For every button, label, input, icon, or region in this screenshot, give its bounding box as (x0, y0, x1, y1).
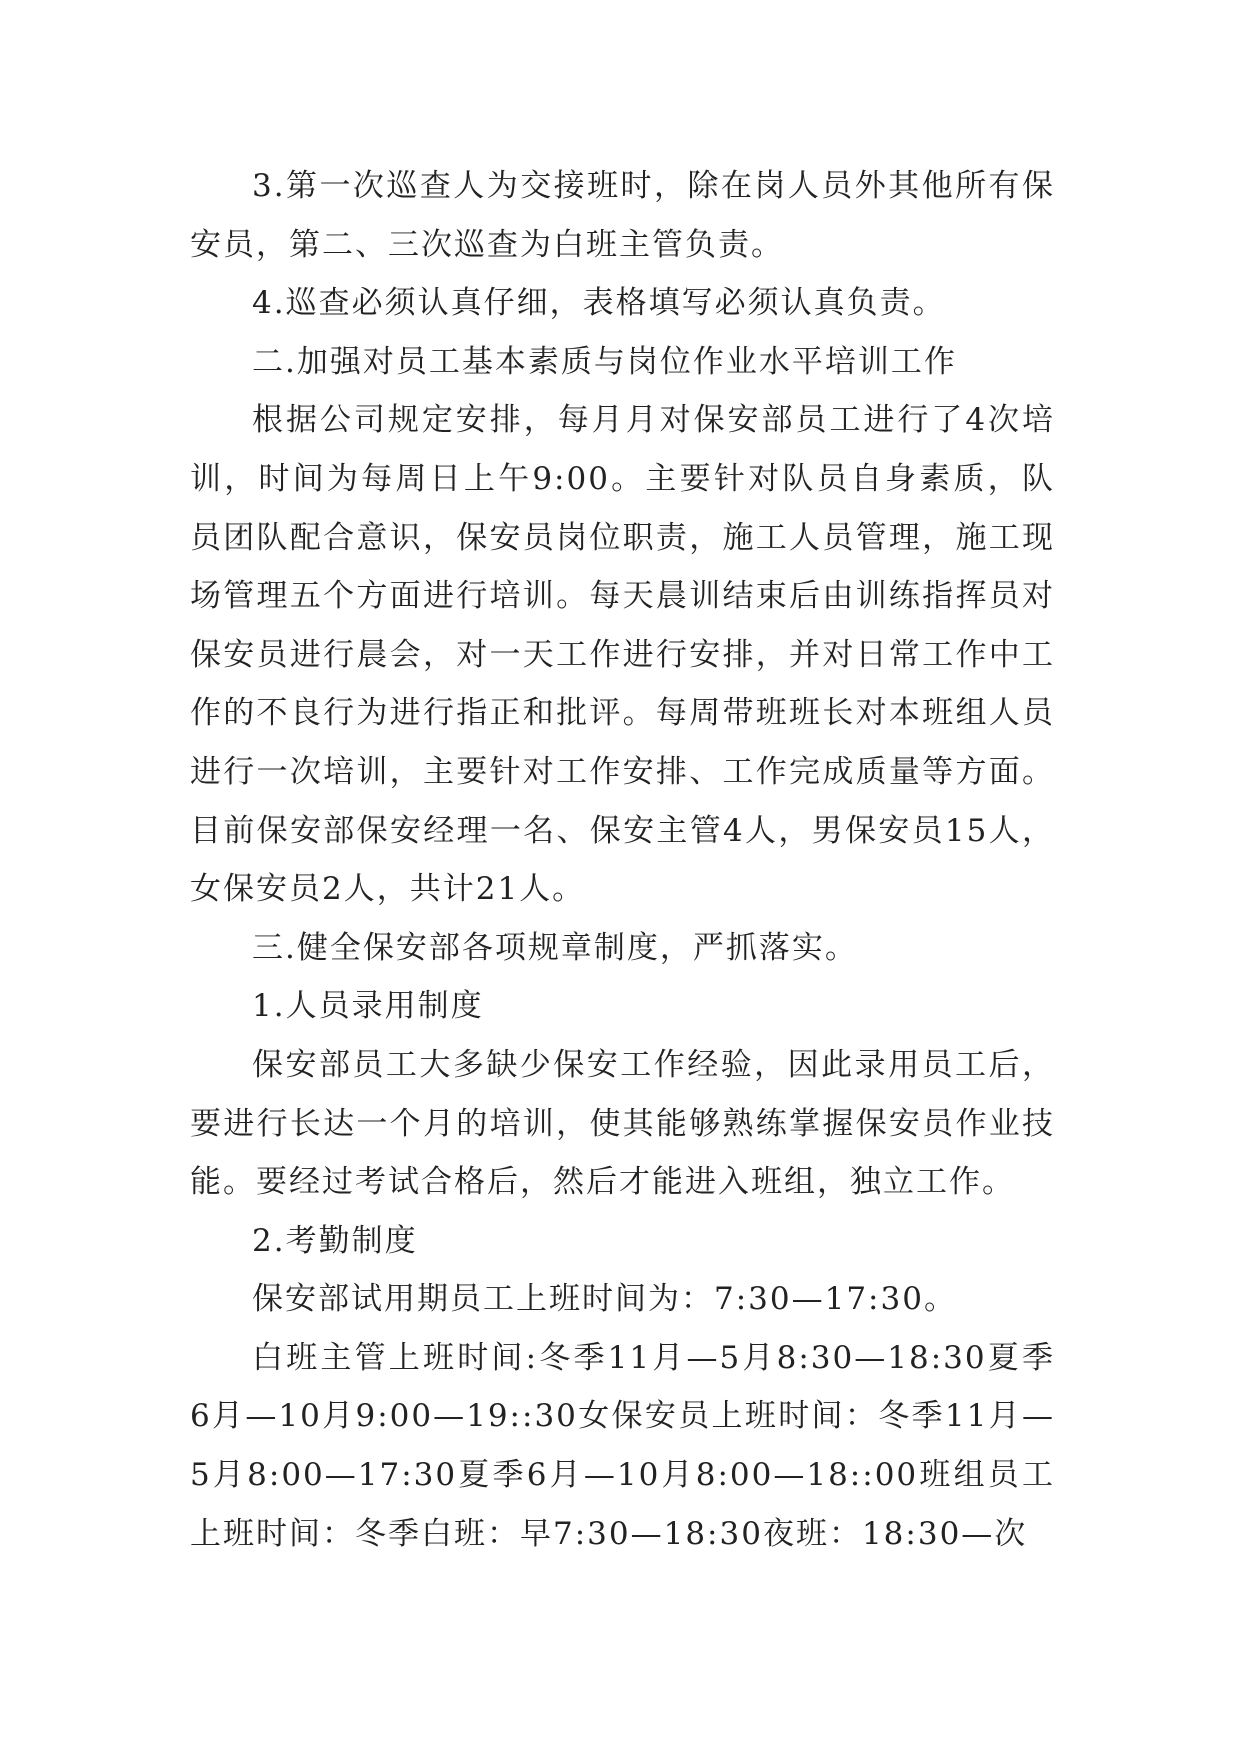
subheading-attendance: 2.考勤制度 (252, 1222, 418, 1259)
section-heading-training: 二.加强对员工基本素质与岗位作业水平培训工作 (252, 343, 957, 380)
paragraph-probation-hours: 保安部试用期员工上班时间为：7:30—17:30。 (252, 1281, 957, 1318)
paragraph-hiring: 保安部员工大多缺少保安工作经验，因此录用员工后，要进行长达一个月的培训，使其能够熟练掌握保安员作业技能。要经过考试合格后，然后才能进入班组，独立工作。 (190, 1046, 1055, 1201)
paragraph-training-details: 根据公司规定安排，每月月对保安部员工进行了4次培训，时间为每周日上午9:00。主要针对队员自身素质，队员团队配合意识，保安员岗位职责，施工人员管理，施工现场管理五个方面进行培训。每天晨训结束后由训练指挥员对保安员进行晨会，对一天工作进行安排，并对日常工作中工作的不良行为进行指正和批评。每周带班班长对本班组人员进行一次培训，主要针对工作安排、工作完成质量等方面。目前保安部保安经理一名、保安主管4人，男保安员15人，女保安员2人，共计21人。 (190, 402, 1055, 908)
paragraph-patrol-3: 3.第一次巡查人为交接班时，除在岗人员外其他所有保安员，第二、三次巡查为白班主管负责。 (190, 168, 1055, 263)
paragraph-patrol-4: 4.巡查必须认真仔细，表格填写必须认真负责。 (252, 285, 946, 322)
section-heading-regulations: 三.健全保安部各项规章制度，严抓落实。 (252, 929, 858, 966)
document-page (190, 157, 1055, 1563)
subheading-hiring: 1.人员录用制度 (252, 988, 484, 1025)
paragraph-shift-hours: 白班主管上班时间:冬季11月—5月8:30—18:30夏季6月—10月9:00—19::30女保安员上班时间：冬季11月—5月8:00—17:30夏季6月—10月8:00—18::00班组员工上班时间：冬季白班：早7:30—18:30夜班：18:30—次 (190, 1339, 1055, 1552)
